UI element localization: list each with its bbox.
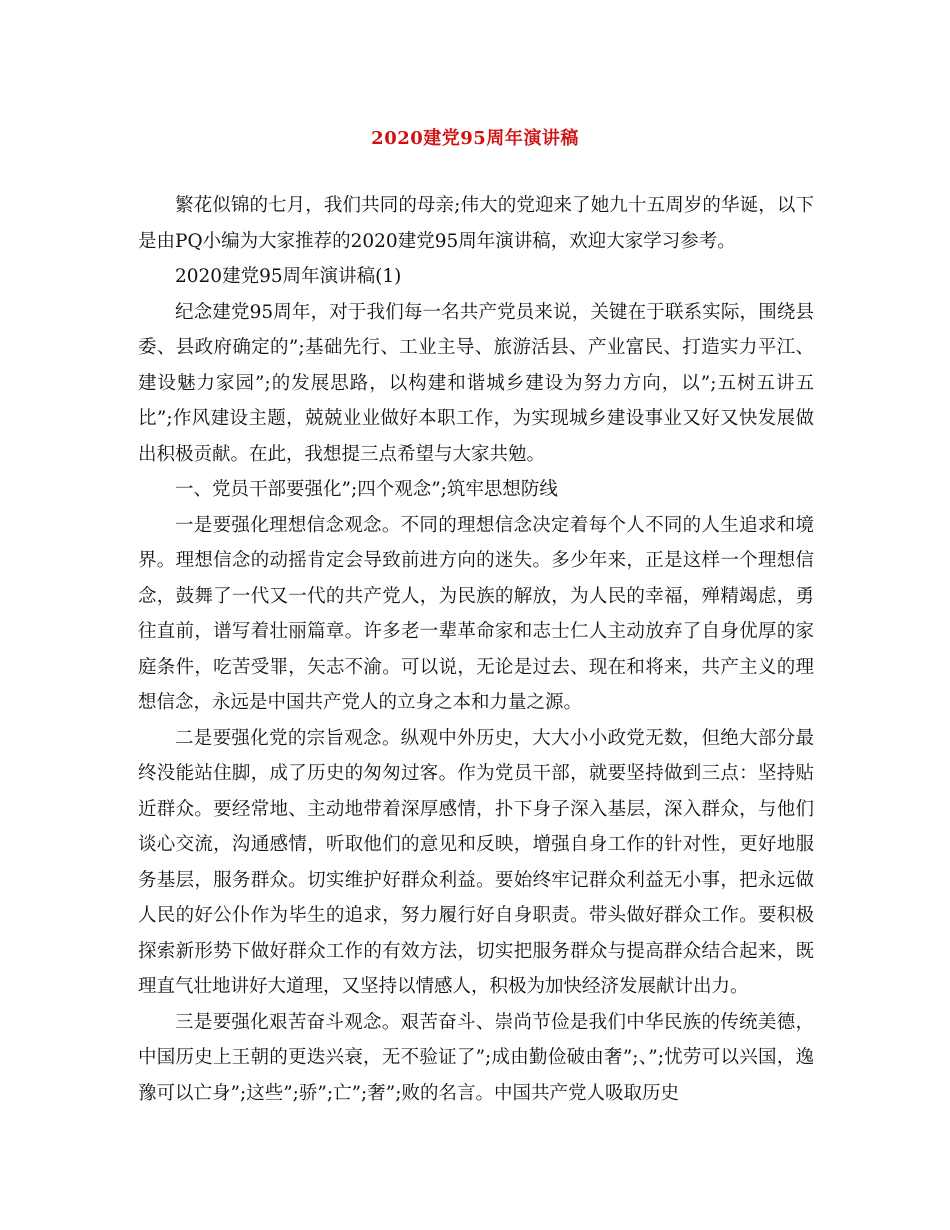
section-heading: 一、党员干部要强化”;四个观念”;筑牢思想防线 <box>175 479 558 500</box>
document-body <box>138 188 814 1111</box>
body-paragraph: 一是要强化理想信念观念。不同的理想信念决定着每个人不同的人生追求和境界。理想信念的动摇肯定会导致前进方向的迷失。多少年来，正是这样一个理想信念，鼓舞了一代又一代的共产党人，为民族的解放，为人民的幸福，殚精竭虑，勇往直前，谱写着壮丽篇章。许多老一辈革命家和志士仁人主动放弃了自身优厚的家庭条件，吃苦受罪，矢志不渝。可以说，无论是过去、现在和将来，共产主义的理想信念，永远是中国共产党人的立身之本和力量之源。 <box>138 514 814 713</box>
intro-paragraph: 繁花似锦的七月，我们共同的母亲;伟大的党迎来了她九十五周岁的华诞，以下是由PQ小编为大家推荐的2020建党95周年演讲稿，欢迎大家学习参考。 <box>138 195 814 252</box>
document-title: 2020建党95周年演讲稿 <box>371 128 579 149</box>
body-paragraph: 纪念建党95周年，对于我们每一名共产党员来说，关键在于联系实际，围绕县委、县政府确定的”;基础先行、工业主导、旅游活县、产业富民、打造实力平江、建设魅力家园”;的发展思路，以构建和谐城乡建设为努力方向，以”;五树五讲五比”;作风建设主题，兢兢业业做好本职工作，为实现城乡建设事业又好又快发展做出积极贡献。在此，我想提三点希望与大家共勉。 <box>138 301 814 465</box>
speech-subtitle: 2020建党95周年演讲稿(1) <box>175 266 402 287</box>
body-paragraph: 二是要强化党的宗旨观念。纵观中外历史，大大小小政党无数，但绝大部分最终没能站住脚，成了历史的匆匆过客。作为党员干部，就要坚持做到三点：坚持贴近群众。要经常地、主动地带着深厚感情，扑下身子深入基层，深入群众，与他们谈心交流，沟通感情，听取他们的意见和反映，增强自身工作的针对性，更好地服务基层，服务群众。切实维护好群众利益。要始终牢记群众利益无小事，把永远做人民的好公仆作为毕生的追求，努力履行好自身职责。带头做好群众工作。要积极探索新形势下做好群众工作的有效方法，切实把服务群众与提高群众结合起来，既理直气壮地讲好大道理，又坚持以情感人，积极为加快经济发展献计出力。 <box>138 727 814 997</box>
body-paragraph: 三是要强化艰苦奋斗观念。艰苦奋斗、崇尚节俭是我们中华民族的传统美德，中国历史上王朝的更迭兴衰，无不验证了”;成由勤俭破由奢”;、”;忧劳可以兴国，逸豫可以亡身”;这些”;骄”;亡”;奢”;败的名言。中国共产党人吸取历史 <box>138 1011 814 1104</box>
